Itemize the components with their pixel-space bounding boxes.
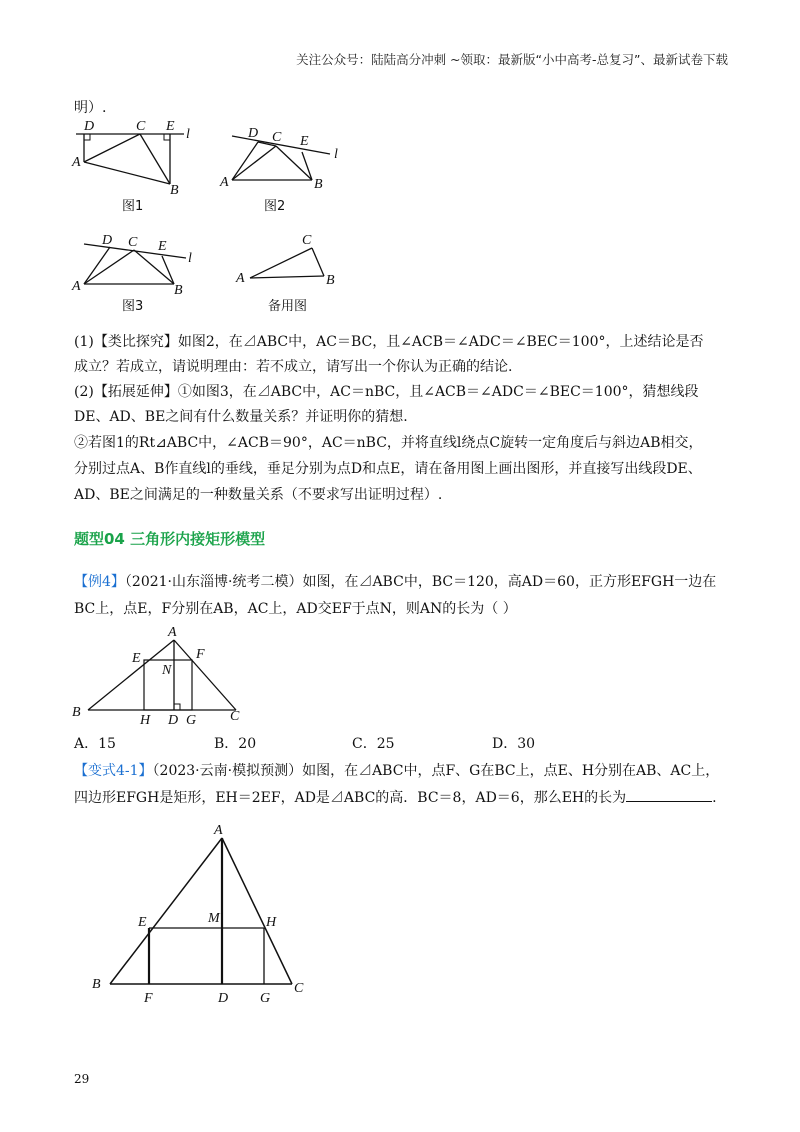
fig2-label-d: D <box>248 126 259 141</box>
ex4-label-n: N <box>162 663 172 678</box>
var-label-d: D <box>218 991 229 1006</box>
fig2-label-b: B <box>314 177 323 192</box>
var41-figure <box>80 820 320 1010</box>
fig3-label-b: B <box>174 283 183 298</box>
var-label-a: A <box>214 823 223 838</box>
ex4-label-h: H <box>140 713 151 726</box>
figure-spare <box>228 228 358 320</box>
q2-line5: AD、BE之间满足的一种数量关系（不要求写出证明过程）. <box>74 487 443 503</box>
option-a[interactable]: A．15 <box>74 736 116 752</box>
var41-tag: 【变式4-1】 <box>74 763 153 779</box>
figure-3 <box>66 228 206 320</box>
fig2-caption: 图2 <box>264 199 286 214</box>
q1-tag: (1)【类比探究】 <box>74 334 178 350</box>
ex4-label-d: D <box>168 713 179 726</box>
q1-line1 <box>74 331 704 351</box>
q2-text1: ①如图3，在⊿ABC中，AC＝nBC，且∠ACB＝∠ADC＝∠BEC＝100°，猜想线段 <box>177 384 699 400</box>
q2-line3: ②若图1的Rt⊿ABC中，∠ACB＝90°，AC＝nBC，并将直线l绕点C旋转一定角度后与斜边AB相交， <box>74 435 703 451</box>
section-title: 题型04 三角形内接矩形模型 <box>74 530 266 548</box>
ex4-label-c: C <box>230 709 240 724</box>
option-c[interactable]: C．25 <box>352 736 395 752</box>
fig2-label-l: l <box>334 147 338 162</box>
ex4-label-a: A <box>168 625 177 640</box>
var-label-h: H <box>266 915 277 930</box>
ex4-line1 <box>74 571 716 591</box>
fig3-label-d: D <box>102 233 113 248</box>
page-header: 关注公众号：陆陆高分冲刺 ~领取：最新版“小中高考-总复习”、最新试卷下载 <box>296 52 728 67</box>
spare-label-b: B <box>326 273 335 288</box>
fig2-label-e: E <box>300 134 309 149</box>
option-b[interactable]: B．20 <box>214 736 257 752</box>
fig1-label-b: B <box>170 183 179 198</box>
var-label-b: B <box>92 977 101 992</box>
var-label-f: F <box>144 991 153 1006</box>
var-label-e: E <box>138 915 147 930</box>
fig1-caption: 图1 <box>122 199 144 214</box>
q2-tag: (2)【拓展延伸】 <box>74 384 178 400</box>
fig3-label-l: l <box>188 251 192 266</box>
ex4-label-f: F <box>196 647 205 662</box>
ex4-label-b: B <box>72 705 81 720</box>
option-d[interactable]: D．30 <box>492 736 536 752</box>
answer-blank[interactable] <box>626 789 712 802</box>
q2-line4: 分别过点A、B作直线l的垂线，垂足分别为点D和点E，请在备用图上画出图形，并直接写出线段DE、 <box>74 461 702 477</box>
var-label-c: C <box>294 981 304 996</box>
fig1-label-c: C <box>136 119 146 134</box>
ex4-figure <box>66 620 256 726</box>
figure-2 <box>218 122 358 217</box>
q2-line1 <box>74 381 699 401</box>
var41-text1: （2023·云南·模拟预测）如图，在⊿ABC中，点F、G在BC上，点E、H分别在AB、AC上， <box>152 763 720 779</box>
q1-text1: 如图2，在⊿ABC中，AC＝BC，且∠ACB＝∠ADC＝∠BEC＝100°，上述结论是否 <box>177 334 704 350</box>
q1-line2: 成立？若成立，请说明理由：若不成立，请写出一个你认为正确的结论. <box>74 359 513 375</box>
fig1-label-l: l <box>186 127 190 142</box>
fig3-label-a: A <box>72 279 81 294</box>
ex4-text1: （2021·山东淄博·统考二模）如图，在⊿ABC中，BC＝120，高AD＝60，正方形EFGH一边在 <box>124 574 717 590</box>
fig1-label-a: A <box>72 155 81 170</box>
fig3-label-e: E <box>158 239 167 254</box>
ex4-label-g: G <box>186 713 197 726</box>
intro-tail: 明）. <box>74 100 107 116</box>
fig3-label-c: C <box>128 235 138 250</box>
spare-label-a: A <box>236 271 245 286</box>
ex4-tag: 【例4】 <box>74 574 125 590</box>
ex4-line2: BC上，点E，F分别在AB，AC上，AD交EF于点N，则AN的长为（ ） <box>74 601 517 617</box>
ex4-label-e: E <box>132 651 141 666</box>
spare-caption: 备用图 <box>268 299 308 314</box>
var-label-m: M <box>208 911 220 926</box>
fig1-label-e: E <box>166 119 175 134</box>
var41-text2: 四边形EFGH是矩形，EH＝2EF，AD是⊿ABC的高．BC＝8，AD＝6，那么EH的长为 <box>74 790 627 806</box>
fig2-label-c: C <box>272 130 282 145</box>
fig2-label-a: A <box>220 175 229 190</box>
fig1-label-d: D <box>84 119 95 134</box>
q2-line2: DE、AD、BE之间有什么数量关系？并证明你的猜想. <box>74 409 408 425</box>
var41-line1 <box>74 760 719 780</box>
var-label-g: G <box>260 991 271 1006</box>
fig3-caption: 图3 <box>122 299 144 314</box>
page-number: 29 <box>74 1072 90 1086</box>
spare-label-c: C <box>302 233 312 248</box>
figure-1 <box>66 116 206 216</box>
var41-line2: 四边形EFGH是矩形，EH＝2EF，AD是⊿ABC的高．BC＝8，AD＝6，那么EH的长为 . <box>74 790 717 806</box>
